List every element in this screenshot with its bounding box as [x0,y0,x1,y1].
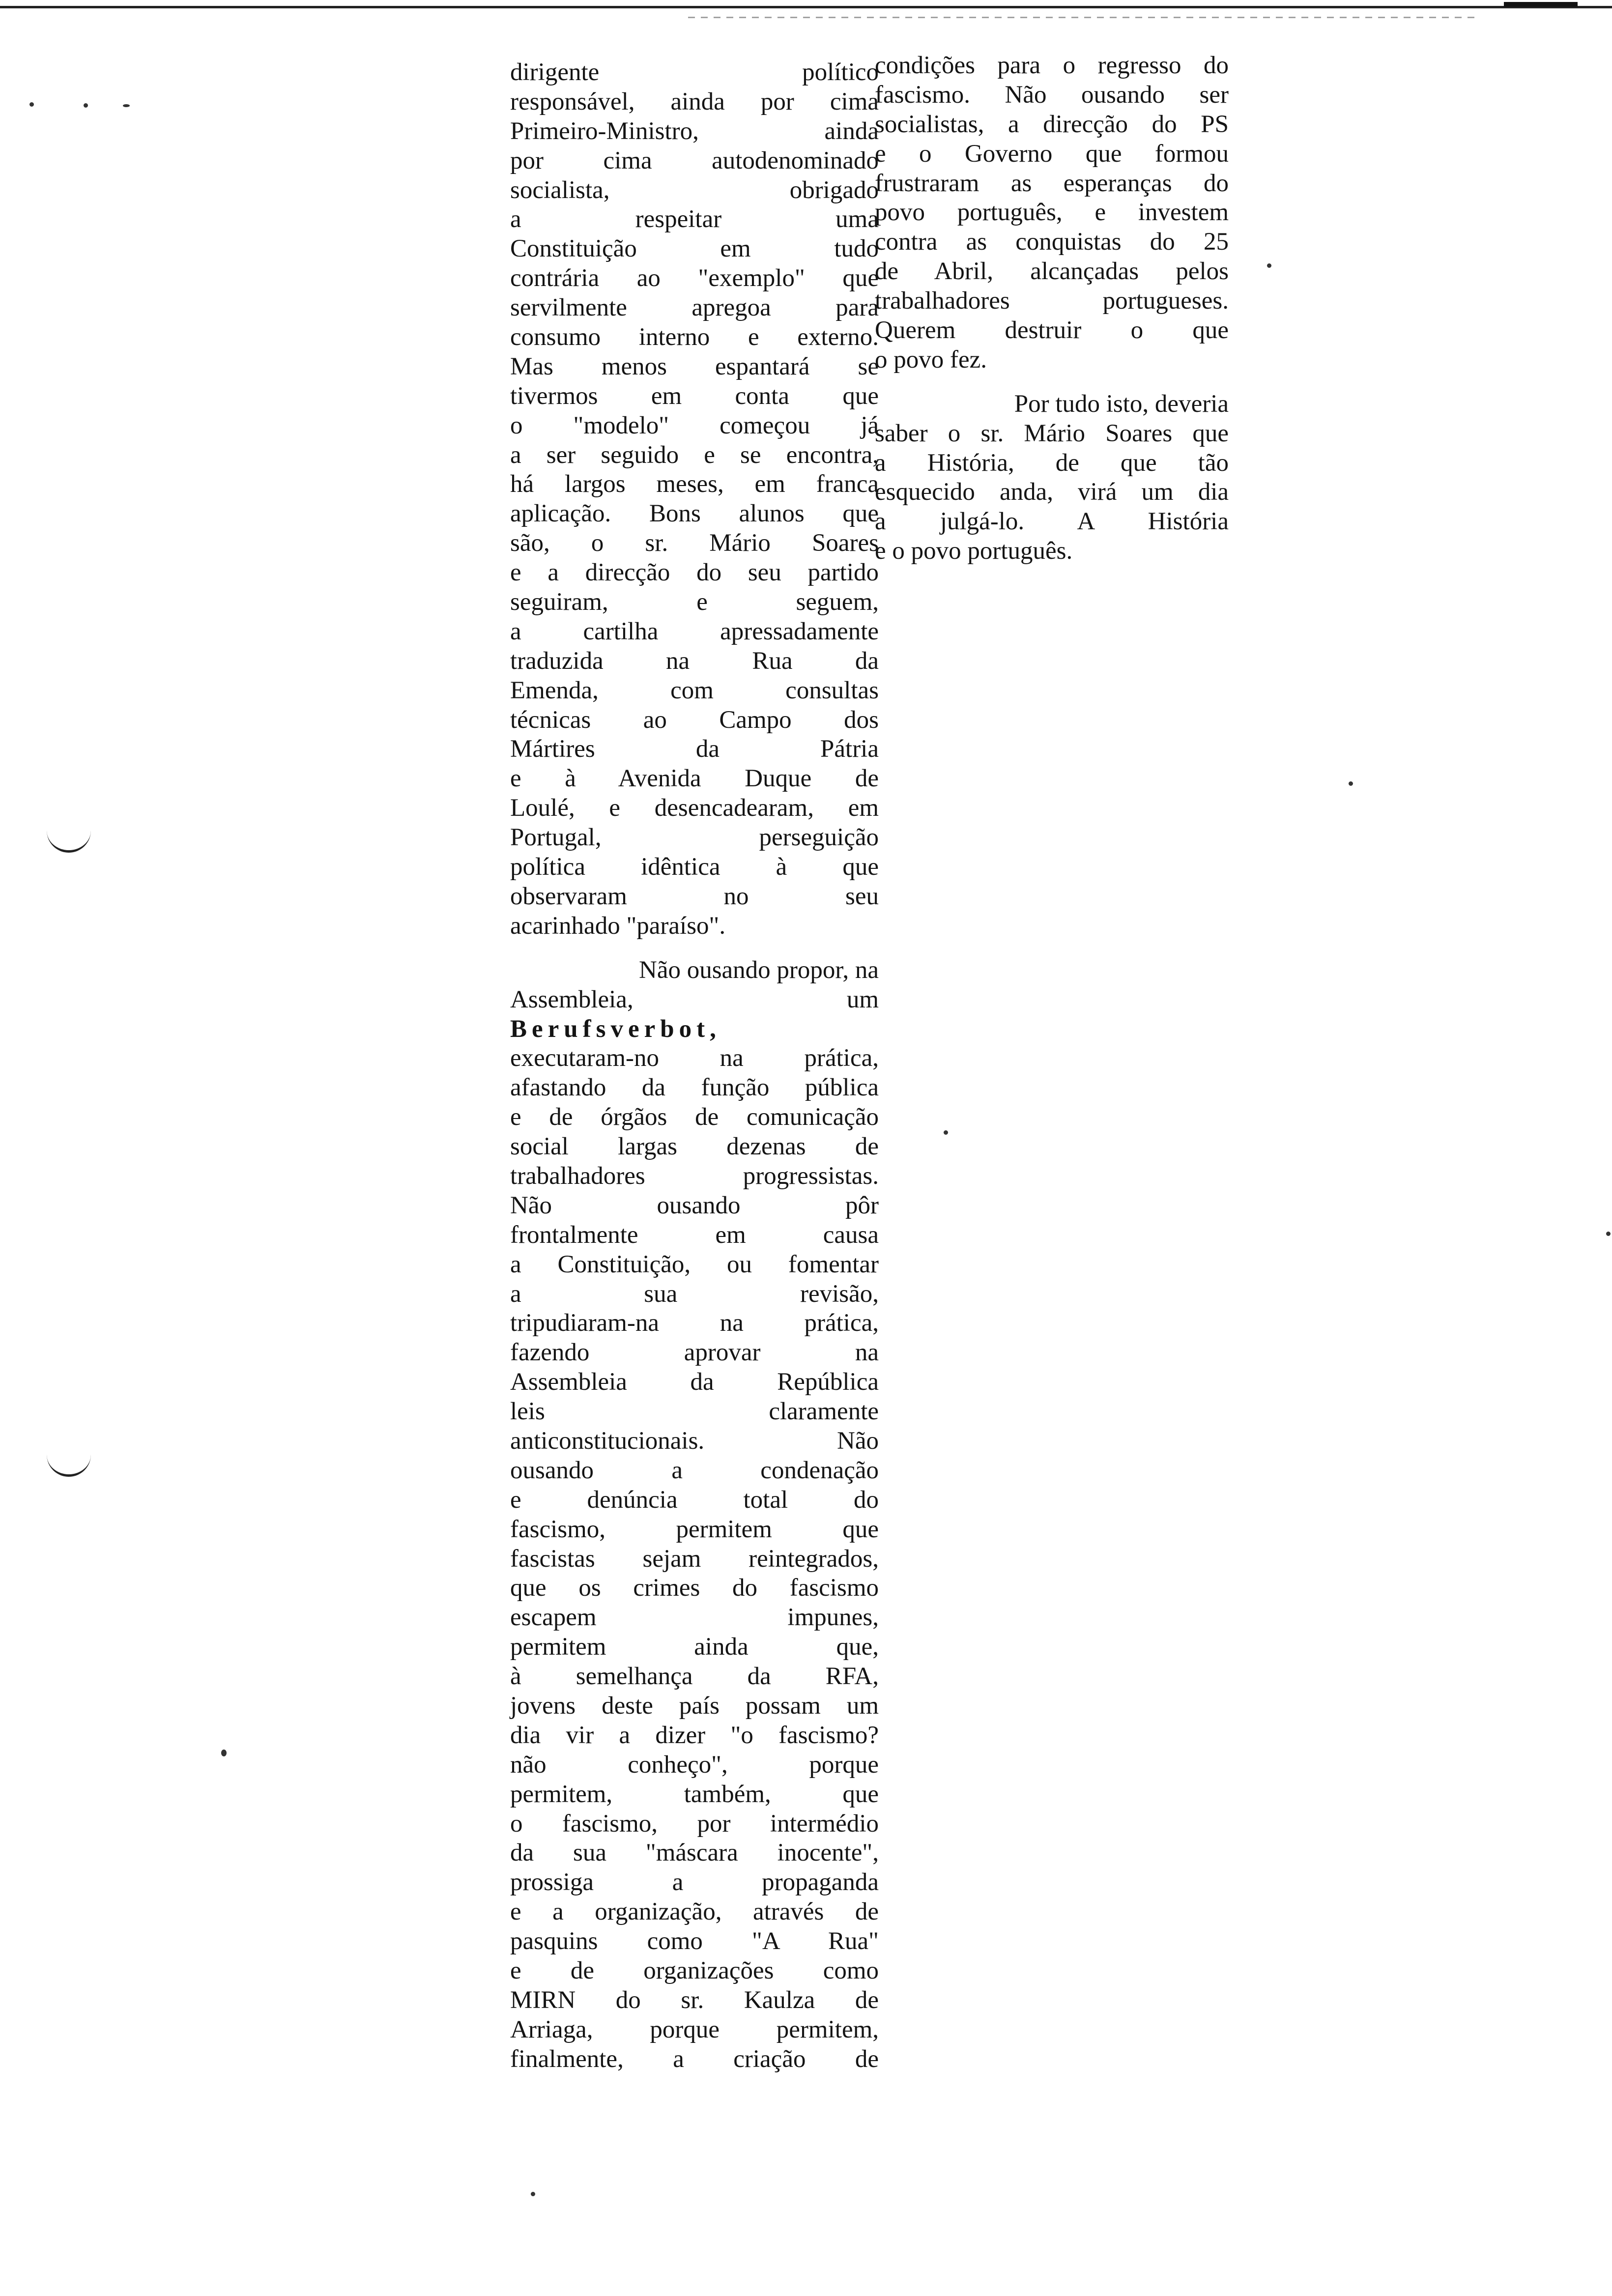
article-paragraph [510,956,879,2074]
text-line: Querem destruir o que [875,316,1229,344]
article-column-right [875,51,1229,566]
text-line: trabalhadores portugueses. [875,287,1229,315]
text-line: ousando a condenação [510,1456,879,1484]
scan-speck [531,2192,535,2196]
text-line: não conheço", porque [510,1751,879,1779]
top-edge-rule [0,6,1612,8]
text-line: Portugal, perseguição [510,824,879,852]
text-line: a Constituição, ou fomentar [510,1250,879,1278]
text-line: Assembleia da República [510,1368,879,1396]
text-line: e o Governo que formou [875,140,1229,168]
text-line: socialistas, a direcção do PS [875,110,1229,138]
text-line: política idêntica à que [510,853,879,881]
text-line: Assembleia, um [510,985,879,1013]
scan-speck [1267,263,1271,268]
text-line: dirigente político [510,58,879,86]
text-line: traduzida na Rua da [510,647,879,675]
text-line: da sua "máscara inocente", [510,1839,879,1867]
text-line: permitem ainda que, [510,1633,879,1661]
scan-speck [29,102,34,107]
margin-hole-mark [47,831,91,853]
text-line: servilmente apregoa para [510,294,879,322]
text-line: a cartilha apressadamente [510,617,879,645]
text-line: aplicação. Bons alunos que [510,500,879,528]
text-line: a História, de que tão [875,449,1229,477]
text-line: observaram no seu [510,882,879,910]
text-line: o "modelo" começou já [510,411,879,439]
text-line: seguiram, e seguem, [510,588,879,616]
text-line: e denúncia total do [510,1486,879,1514]
text-line: pasquins como "A Rua" [510,1927,879,1955]
article-paragraph [875,390,1229,566]
berufsverbot-term: Berufsverbot, [510,1015,721,1043]
text-line: contrária ao "exemplo" que [510,264,879,292]
text-line: tivermos em conta que [510,382,879,410]
text-line: Emenda, com consultas [510,676,879,704]
text-line: consumo interno e externo. [510,323,879,351]
text-line: e o povo português. [875,537,1073,565]
text-line: jovens deste país possam um [510,1692,879,1720]
text-line: afastando da função pública [510,1074,879,1102]
text-line: a ser seguido e se encontra, [510,441,879,469]
text-line: acarinhado "paraíso". [510,912,726,940]
text-line: técnicas ao Campo dos [510,706,879,734]
text-line: à semelhança da RFA, [510,1663,879,1691]
text-line: prossiga a propaganda [510,1868,879,1896]
text-line: Não ousando propor, na [638,956,879,984]
text-line: fascistas sejam reintegrados, [510,1545,879,1573]
article-column-left [510,58,879,2074]
text-line: fascismo. Não ousando ser [875,81,1229,109]
text-line: Por tudo isto, deveria [1014,390,1229,418]
article-paragraph [875,51,1229,375]
text-line: contra as conquistas do 25 [875,228,1229,256]
text-line: responsável, ainda por cima [510,87,879,115]
text-line: tripudiaram-na na prática, [510,1309,879,1337]
scan-speck [123,104,130,107]
text-line: Loulé, e desencadearam, em [510,794,879,822]
text-line: finalmente, a criação de [510,2045,879,2073]
paragraph-gap [875,375,1229,390]
text-line: fazendo aprovar na [510,1339,879,1367]
text-line: Constituição em tudo [510,235,879,263]
text-line: e à Avenida Duque de [510,765,879,793]
text-line: social largas dezenas de [510,1133,879,1161]
text-line: condições para o regresso do [875,52,1229,79]
text-line: frustraram as esperanças do [875,169,1229,197]
text-line: frontalmente em causa [510,1221,879,1249]
text-line: o fascismo, por intermédio [510,1809,879,1837]
text-line: são, o sr. Mário Soares [510,529,879,557]
text-line: socialista, obrigado [510,176,879,204]
text-line: o povo fez. [875,345,987,373]
text-line: Não ousando pôr [510,1191,879,1219]
margin-hole-mark [47,1455,91,1477]
text-line: por cima autodenominado [510,146,879,174]
text-line: anticonstitucionais. Não [510,1427,879,1455]
text-line: de Abril, alcançadas pelos [875,258,1229,286]
text-line: e a direcção do seu partido [510,559,879,587]
text-line: e a organização, através de [510,1898,879,1926]
article-paragraph [510,58,879,941]
text-line: executaram-no na prática, [510,1044,879,1072]
text-line: Mártires da Pátria [510,735,879,763]
top-dotted-rule [688,17,1474,18]
text-line: dia vir a dizer "o fascismo? [510,1721,879,1749]
top-corner-mark [1504,2,1578,7]
scan-speck [1606,1232,1611,1236]
text-line: saber o sr. Mário Soares que [875,419,1229,447]
text-line: a julgá-lo. A História [875,508,1229,536]
text-line: leis claramente [510,1398,879,1426]
text-line: povo português, e investem [875,199,1229,227]
text-line: a sua revisão, [510,1280,879,1308]
text-line: esquecido anda, virá um dia [875,478,1229,506]
paragraph-gap [510,941,879,956]
text-line: MIRN do sr. Kaulza de [510,1986,879,2014]
text-line: e de órgãos de comunicação [510,1103,879,1131]
text-line: Mas menos espantará se [510,352,879,380]
text-line: a respeitar uma [510,205,879,233]
text-line: escapem impunes, [510,1604,879,1632]
text-line: Primeiro-Ministro, ainda [510,117,879,145]
text-line: permitem, também, que [510,1780,879,1808]
text-line: que os crimes do fascismo [510,1574,879,1602]
text-line: fascismo, permitem que [510,1515,879,1543]
scan-speck [84,103,88,108]
text-line: há largos meses, em franca [510,470,879,498]
text-line: e de organizações como [510,1957,879,1984]
scan-speck [1349,781,1353,786]
scan-speck [221,1750,227,1756]
text-line: trabalhadores progressistas. [510,1162,879,1190]
scan-speck [944,1130,948,1135]
text-line: Arriaga, porque permitem, [510,2015,879,2043]
